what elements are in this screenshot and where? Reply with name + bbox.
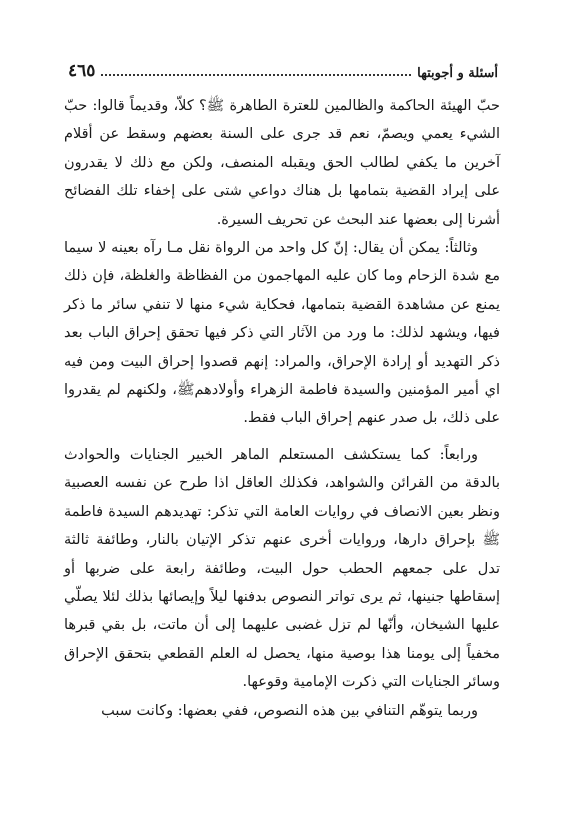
paragraph-3: ورابعاً: كما يستكشف المستعلم الماهر الخبير الجنايات والحوادث بالدقة من القرائن والشواهد، فكذلك العاقل اذا طرح عن نفسه العصبية ونظر بعين الانصاف في روايات العامة التي تذكر: تهديدهم السيدة فاطمة ﷺ بإحراق دارها، وروايات أخرى عنهم تذكر الإتيان بالنار، وطائفة ثالثة تدل على جمعهم الحطب حول البيت، وطائفة رابعة على ضربها أو إسقاطها جنينها، ثم يرى تواتر النصوص بدفنها ليلاً وإيصائها بذلك لئلا يصلّي عليها الشيخان، وأنّها لم تزل غضبى عليهما إلى أن ماتت، بل بقي قبرها مخفياً إلى يومنا هذا بوصية منها، يحصل له العلم القطعي بتحقق الإحراق وسائر الجنايات التي ذكرت الإمامية وقوعها.	[64, 446, 500, 691]
running-title: أسئلة و أجوبتها	[417, 66, 498, 81]
page-number: ٤٦٥	[68, 61, 96, 81]
paragraph-2: وثالثاً: يمكن أن يقال: إنّ كل واحد من الرواة نقل مـا رآه بعينه لا سيما مع شدة الزحام وما كان عليه المهاجمون من الفظاظة والغلظة، فإن ذلك يمنع عن مشاهدة القضية بتمامها، فحكاية شيء منها لا تنفي سائر ما ذكر فيها، ويشهد لذلك: ما ورد من الآثار التي ذكر فيها تحقق إحراق الباب بعد ذكر التهديد أو إرادة الإحراق، والمراد: إنهم قصدوا إحراق البيت ومن فيه اي أمير المؤمنين والسيدة فاطمة الزهراء وأولادهمﷺ، ولكنهم لم يقدروا على ذلك، بل صدر عنهم إحراق الباب فقط.	[64, 240, 500, 427]
paragraph-4: وربما يتوهّم التنافي بين هذه النصوص، ففي بعضها: وكانت سبب	[101, 702, 478, 719]
body-text	[64, 92, 500, 725]
page-header	[68, 59, 498, 81]
paragraph-1: حبّ الهيئة الحاكمة والظالمين للعترة الطاهرة ﷺ؟ كلاّ، وقديماً قالوا: حبّ الشيء يعمي ويصمّ، نعم قد جرى على السنة بعضهم وسقط عن أقلام آخرين ما يكفي لطالب الحق ويقبله المنصف، ولكن مع ذلك لا يقدرون على إيراد القضية بتمامها بل هناك دواعي شتى على إخفاء تلك الفضائح أشرنا إلى بعضها عند البحث عن تحريف السيرة.	[64, 98, 500, 228]
dotted-leader	[101, 74, 411, 76]
